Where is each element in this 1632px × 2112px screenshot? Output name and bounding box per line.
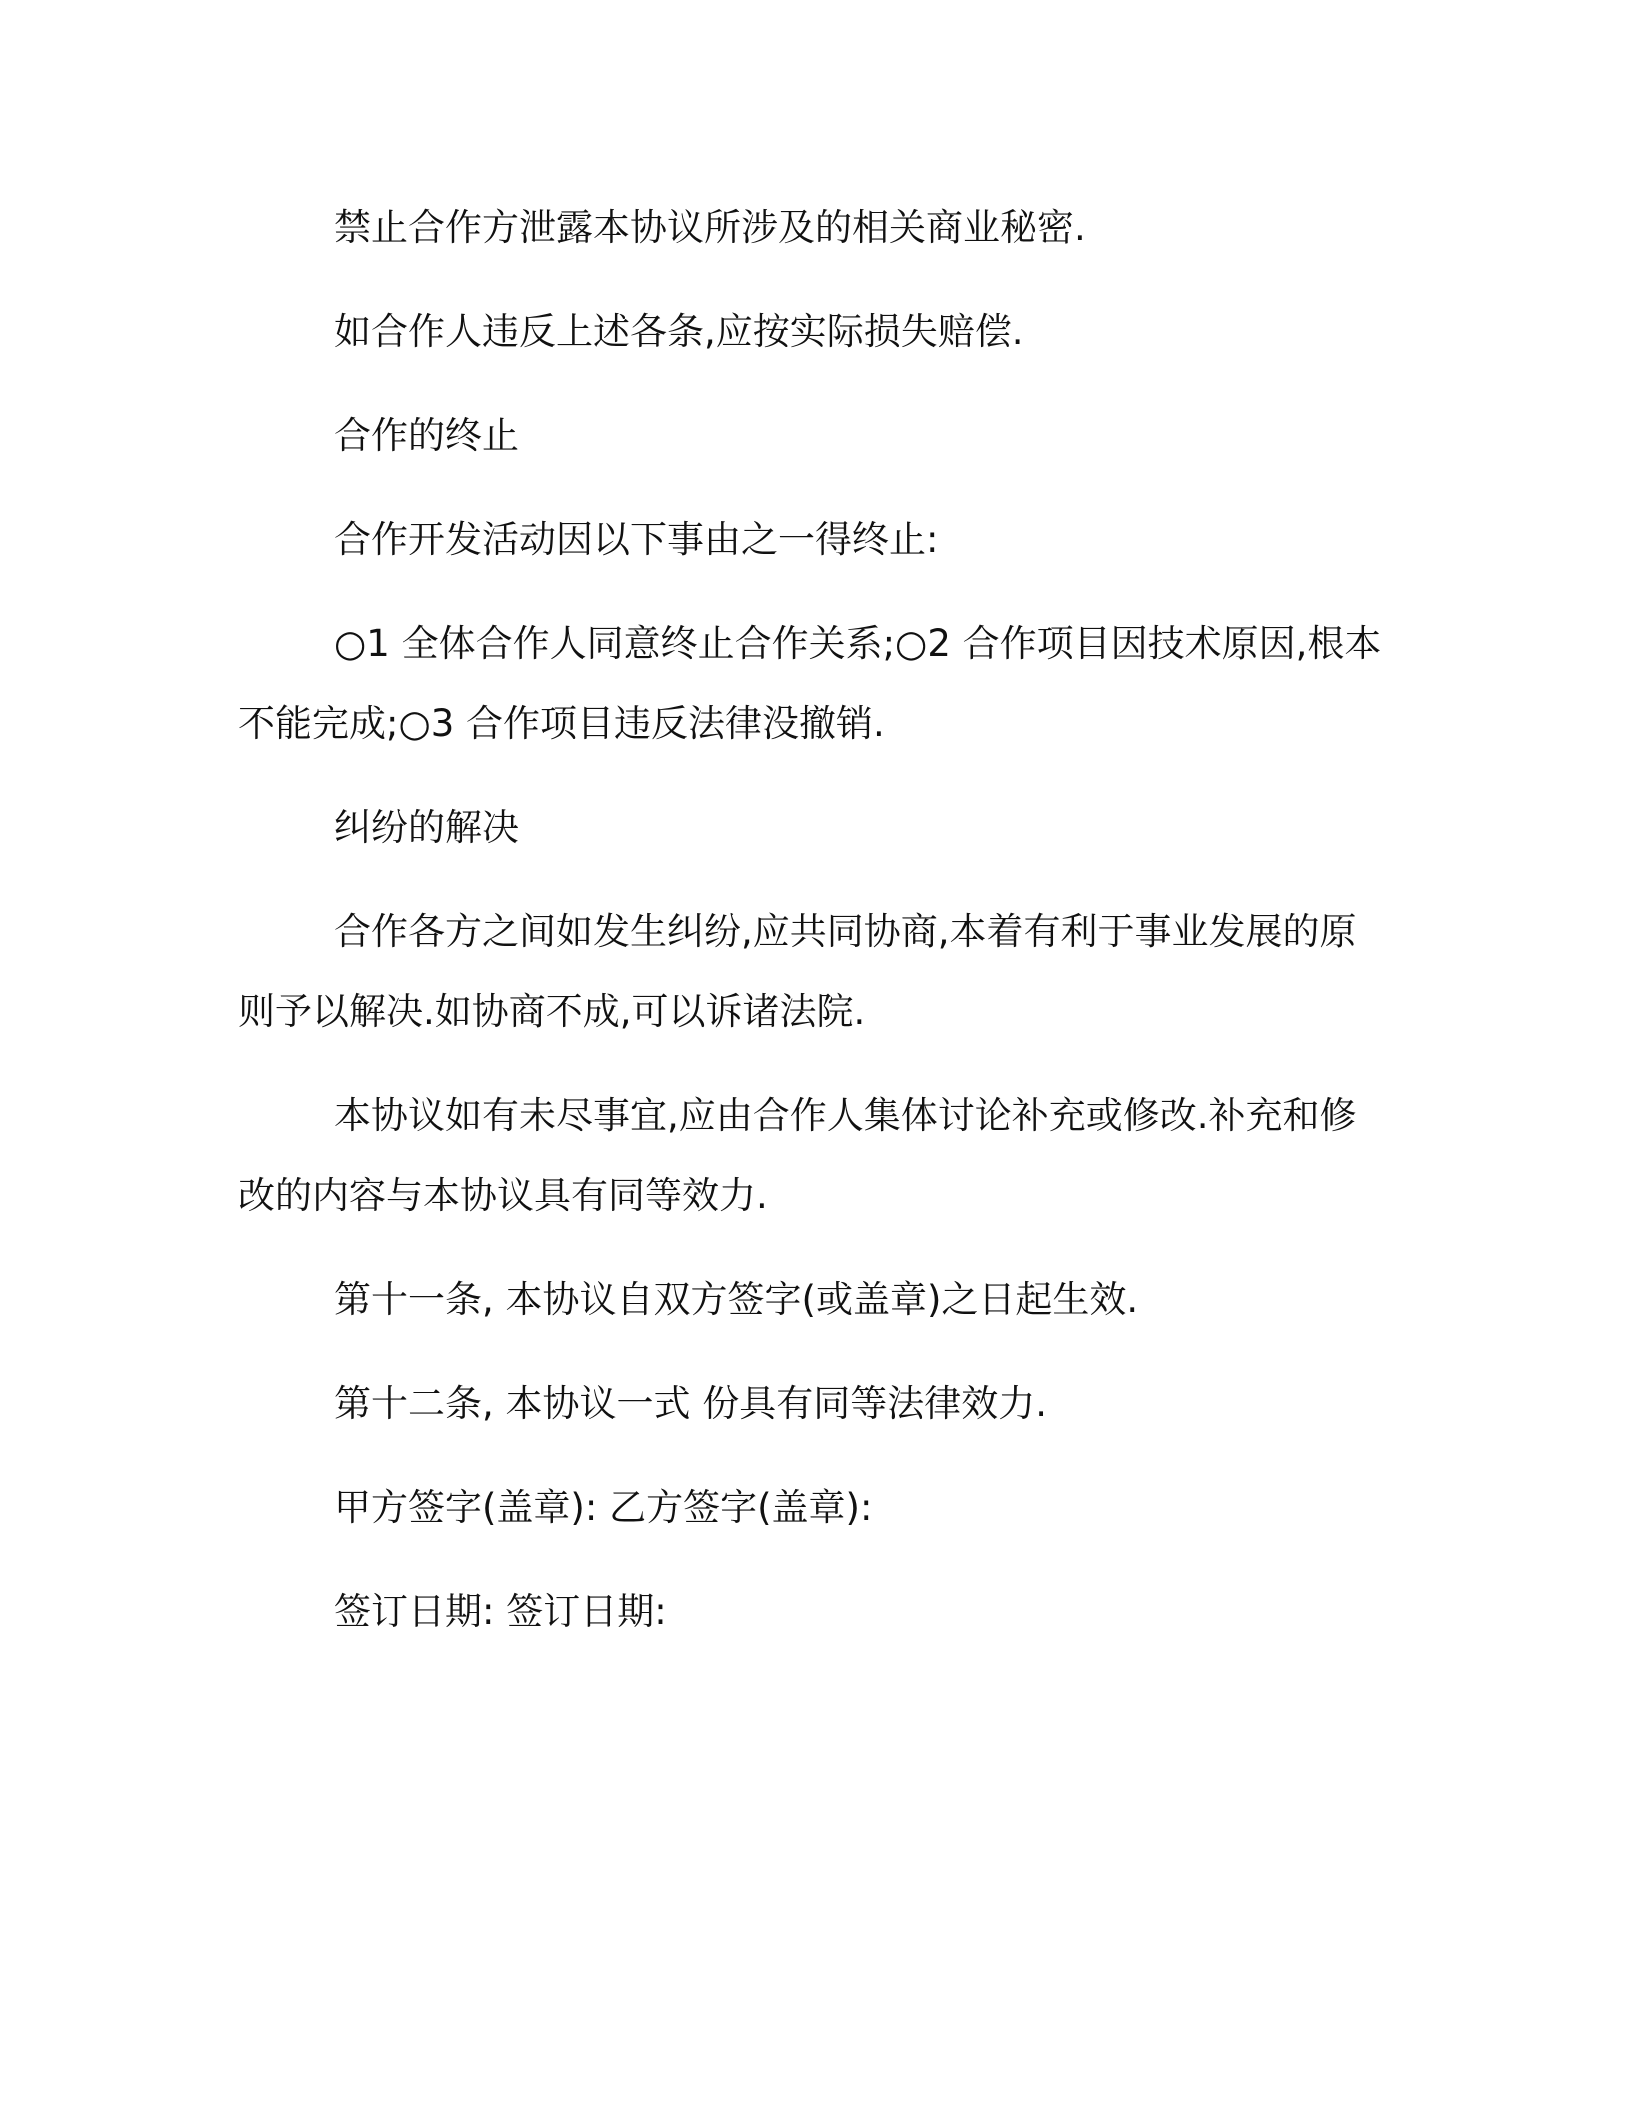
paragraph-dispute-resolution: 合作各方之间如发生纠纷,应共同协商,本着有利于事业发展的原则予以解决.如协商不成,可以诉诸法院. bbox=[238, 910, 1357, 1033]
heading-termination: 合作的终止 bbox=[334, 414, 519, 457]
paragraph-termination-reasons: ○1 全体合作人同意终止合作关系;○2 合作项目因技术原因,根本不能完成;○3 合作项目违反法律没撤销. bbox=[238, 622, 1382, 745]
signature-line: 甲方签字(盖章): 乙方签字(盖章): bbox=[334, 1486, 873, 1529]
article-eleven: 第十一条, 本协议自双方签字(或盖章)之日起生效. bbox=[334, 1278, 1139, 1321]
paragraph-termination-intro: 合作开发活动因以下事由之一得终止: bbox=[334, 518, 939, 561]
signing-date-line: 签订日期: 签订日期: bbox=[334, 1590, 667, 1633]
article-twelve: 第十二条, 本协议一式 份具有同等法律效力. bbox=[334, 1382, 1048, 1425]
paragraph-compensation: 如合作人违反上述各条,应按实际损失赔偿. bbox=[334, 310, 1024, 353]
document-body bbox=[238, 188, 1388, 1676]
heading-dispute-resolution: 纠纷的解决 bbox=[334, 806, 519, 849]
paragraph-confidentiality: 禁止合作方泄露本协议所涉及的相关商业秘密. bbox=[334, 206, 1086, 249]
paragraph-supplementary: 本协议如有未尽事宜,应由合作人集体讨论补充或修改.补充和修改的内容与本协议具有同等效力. bbox=[238, 1094, 1357, 1217]
